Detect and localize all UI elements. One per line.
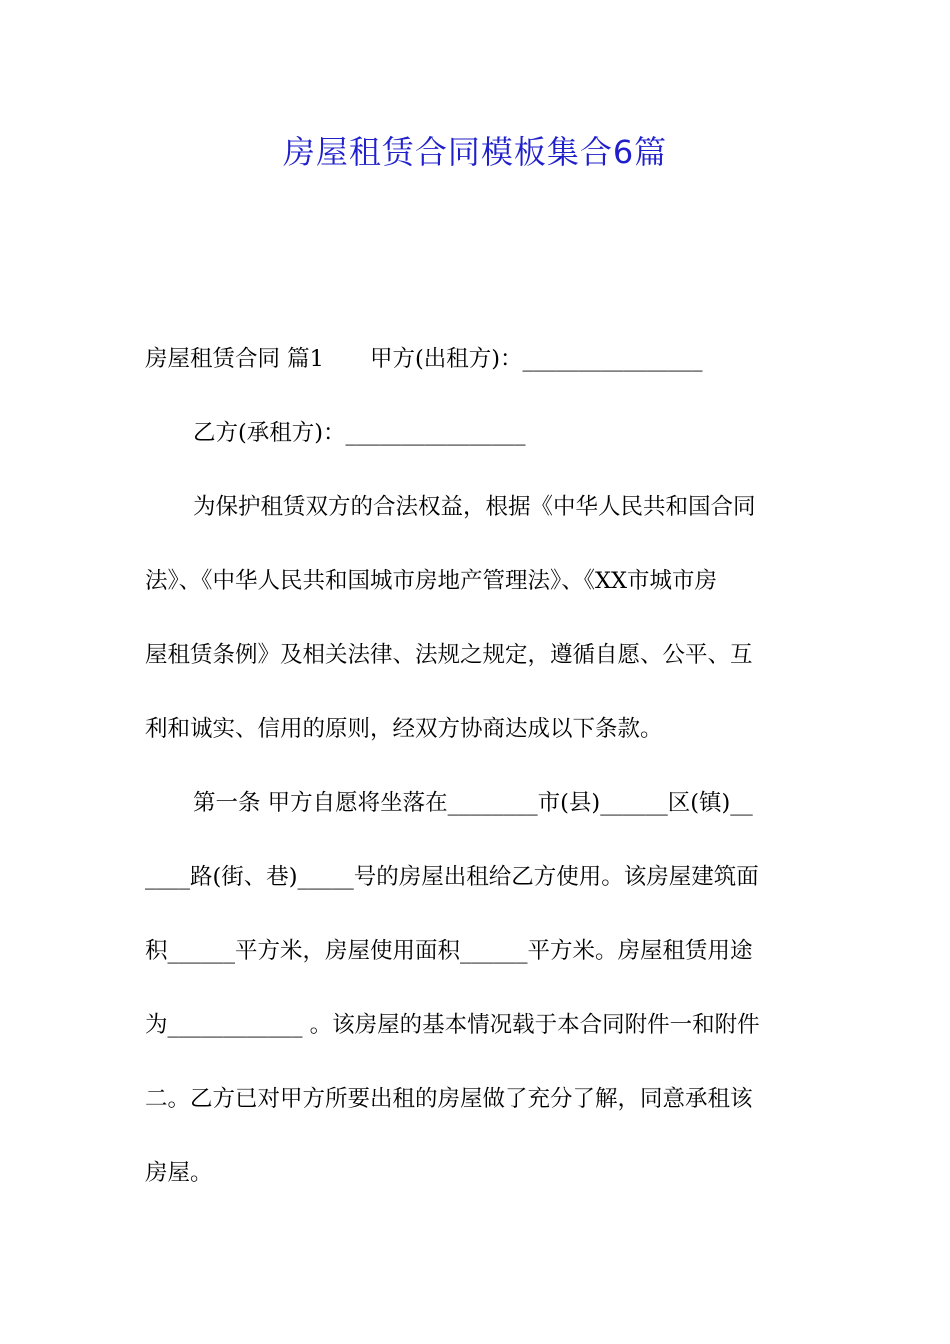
- party-a-field: 甲方(出租方)：________________: [369, 346, 703, 372]
- paragraph-preamble: [145, 470, 807, 766]
- header-line: [145, 322, 807, 396]
- paragraph-article-one: [145, 766, 807, 1210]
- paragraph-line: ____路(街、巷)_____号的房屋出租给乙方使用。该房屋建筑面: [145, 864, 759, 890]
- paragraph-line: 二。乙方已对甲方所要出租的房屋做了充分了解，同意承租该: [145, 1086, 753, 1112]
- paragraph-line: 法》、《中华人民共和国城市房地产管理法》、《XX市城市房: [145, 568, 718, 594]
- party-b-field: 乙方(承租方)：________________: [193, 420, 526, 446]
- party-b-line: [145, 396, 807, 470]
- paragraph-line: 房屋。: [145, 1160, 213, 1186]
- paragraph-line: 屋租赁条例》及相关法律、法规之规定，遵循自愿、公平、互: [145, 642, 753, 668]
- document-title: 房屋租赁合同模板集合6篇: [282, 133, 668, 171]
- paragraph-line: 为保护租赁双方的合法权益，根据《中华人民共和国合同: [193, 494, 756, 520]
- article-label: 房屋租赁合同 篇1: [145, 346, 324, 372]
- paragraph-line: 积______平方米，房屋使用面积______平方米。房屋租赁用途: [145, 938, 753, 964]
- paragraph-line: 利和诚实、信用的原则，经双方协商达成以下条款。: [145, 716, 663, 742]
- paragraph-line: 第一条 甲方自愿将坐落在________市(县)______区(镇)__: [193, 790, 753, 816]
- paragraph-line: 为____________ 。该房屋的基本情况载于本合同附件一和附件: [145, 1012, 760, 1038]
